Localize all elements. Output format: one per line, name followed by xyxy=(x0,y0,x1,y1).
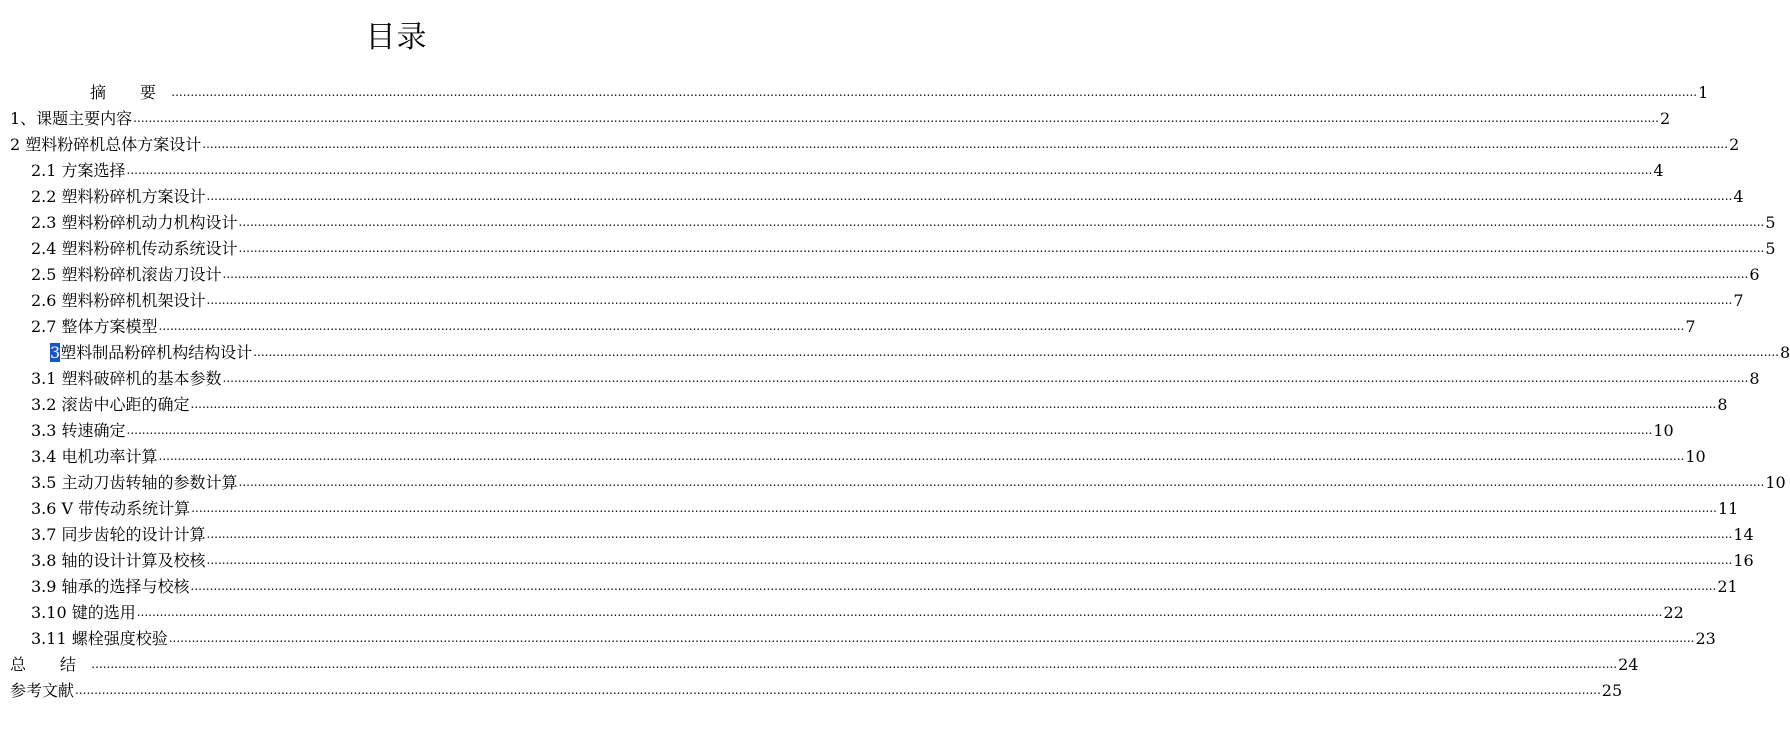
dot-leader: ................................................................................................................................................................................................................................................................................................................................................................................................................ xyxy=(168,631,1695,645)
toc-entry-label xyxy=(31,368,222,390)
toc-entry[interactable] xyxy=(0,624,1716,650)
dot-leader: ................................................................................................................................................................................................................................................................................................................................................................................................................ xyxy=(222,267,1749,281)
toc-page-number: 10 xyxy=(1685,447,1706,466)
toc-entry-label xyxy=(50,342,252,364)
toc-entry[interactable] xyxy=(0,104,1671,130)
toc-entry[interactable] xyxy=(0,260,1760,286)
toc-entry[interactable] xyxy=(0,364,1760,390)
toc-entry[interactable] xyxy=(0,130,1740,156)
dot-leader: ................................................................................................................................................................................................................................................................................................................................................................................................................ xyxy=(133,111,1659,125)
toc-entry-label xyxy=(10,108,132,130)
toc-entry-text: 3.7 同步齿轮的设计计算 xyxy=(31,525,206,544)
toc-entry-text: 2 塑料粉碎机总体方案设计 xyxy=(10,135,202,154)
toc-page-number: 8 xyxy=(1749,369,1760,388)
toc-entry[interactable] xyxy=(0,234,1776,260)
toc-page-number: 21 xyxy=(1717,577,1738,596)
toc-entry[interactable] xyxy=(0,676,1623,702)
dot-leader: ................................................................................................................................................................................................................................................................................................................................................................................................................ xyxy=(238,241,1765,255)
dot-leader: ................................................................................................................................................................................................................................................................................................................................................................................................................ xyxy=(206,527,1733,541)
dot-leader: ................................................................................................................................................................................................................................................................................................................................................................................................................ xyxy=(75,683,1601,697)
dot-leader: ................................................................................................................................................................................................................................................................................................................................................................................................................ xyxy=(158,449,1685,463)
toc-page-number: 5 xyxy=(1765,213,1776,232)
toc-entry-text: 1、课题主要内容 xyxy=(10,109,133,128)
toc-entry-text: 3.11 螺栓强度校验 xyxy=(31,629,168,648)
page-title: 目录 xyxy=(365,20,428,55)
toc-entry-label xyxy=(31,576,190,598)
toc-entry-text: 摘 要 xyxy=(90,83,171,102)
toc-entry-label xyxy=(90,82,170,104)
toc-entry-text: 3.4 电机功率计算 xyxy=(31,447,158,466)
toc-entry-label xyxy=(31,238,238,260)
toc-entry-text: 3.3 转速确定 xyxy=(31,421,126,440)
toc-entry-label xyxy=(31,602,136,624)
toc-entry[interactable] xyxy=(0,156,1664,182)
toc-entry-text: 2.5 塑料粉碎机滚齿刀设计 xyxy=(31,265,222,284)
toc-entry[interactable] xyxy=(0,546,1754,572)
dot-leader: ................................................................................................................................................................................................................................................................................................................................................................................................................ xyxy=(206,553,1733,567)
toc-entry-text: 2.7 整体方案模型 xyxy=(31,317,158,336)
toc-entry[interactable] xyxy=(0,442,1706,468)
dot-leader: ................................................................................................................................................................................................................................................................................................................................................................................................................ xyxy=(190,397,1717,411)
toc-entry-text: 3.8 轴的设计计算及校核 xyxy=(31,551,206,570)
toc-page-number: 4 xyxy=(1733,187,1744,206)
toc-entry-label xyxy=(31,446,158,468)
toc-entry[interactable] xyxy=(0,598,1684,624)
toc-entry-text: 3.5 主动刀齿转轴的参数计算 xyxy=(31,473,238,492)
dot-leader: ................................................................................................................................................................................................................................................................................................................................................................................................................ xyxy=(126,423,1653,437)
toc-entry-text: 参考文献 xyxy=(10,681,75,700)
toc-entry[interactable] xyxy=(0,494,1739,520)
toc-entry-text: 塑料制品粉碎机构结构设计 xyxy=(60,343,253,362)
toc-entry[interactable] xyxy=(0,572,1738,598)
toc-page-number: 2 xyxy=(1729,135,1740,154)
toc-entry-label xyxy=(31,550,206,572)
toc-page-number: 8 xyxy=(1717,395,1728,414)
toc-page-number: 10 xyxy=(1765,473,1786,492)
toc-page-number: 8 xyxy=(1779,343,1790,362)
toc-entry-label xyxy=(31,498,190,520)
dot-leader: ................................................................................................................................................................................................................................................................................................................................................................................................................ xyxy=(222,371,1749,385)
toc-entry[interactable] xyxy=(0,182,1744,208)
toc-entry-text: 3.6 V 带传动系统计算 xyxy=(31,499,191,518)
toc-entry-label xyxy=(31,290,206,312)
toc-entry[interactable] xyxy=(0,286,1744,312)
dot-leader: ................................................................................................................................................................................................................................................................................................................................................................................................................ xyxy=(253,345,1779,359)
toc-page-number: 10 xyxy=(1653,421,1674,440)
toc-page-number: 7 xyxy=(1685,317,1696,336)
dot-leader: ................................................................................................................................................................................................................................................................................................................................................................................................................ xyxy=(202,137,1729,151)
toc-entry-label xyxy=(31,212,238,234)
toc-entry-label xyxy=(31,264,222,286)
toc-entry-text: 2.1 方案选择 xyxy=(31,161,126,180)
toc-page-number: 22 xyxy=(1663,603,1684,622)
dot-leader: ................................................................................................................................................................................................................................................................................................................................................................................................................ xyxy=(136,605,1663,619)
toc-entry[interactable] xyxy=(0,312,1696,338)
toc-entry-label xyxy=(31,472,238,494)
toc-entry-text: 2.6 塑料粉碎机机架设计 xyxy=(31,291,206,310)
dot-leader: ................................................................................................................................................................................................................................................................................................................................................................................................................ xyxy=(171,85,1698,99)
dot-leader: ................................................................................................................................................................................................................................................................................................................................................................................................................ xyxy=(238,475,1765,489)
toc-entry[interactable] xyxy=(0,78,1709,104)
toc-page-number: 24 xyxy=(1618,655,1639,674)
toc-entry-label xyxy=(31,160,126,182)
toc-page-number: 2 xyxy=(1659,109,1671,128)
toc-entry-label xyxy=(31,316,158,338)
toc-page-number: 6 xyxy=(1749,265,1760,284)
toc-entry-label xyxy=(31,628,168,650)
toc-entry-text: 2.4 塑料粉碎机传动系统设计 xyxy=(31,239,238,258)
dot-leader: ................................................................................................................................................................................................................................................................................................................................................................................................................ xyxy=(91,657,1618,671)
toc-entry[interactable] xyxy=(0,208,1776,234)
dot-leader: ................................................................................................................................................................................................................................................................................................................................................................................................................ xyxy=(126,163,1653,177)
toc-entry-text: 2.3 塑料粉碎机动力机构设计 xyxy=(31,213,238,232)
dot-leader: ................................................................................................................................................................................................................................................................................................................................................................................................................ xyxy=(206,189,1733,203)
toc-entry-text: 3.1 塑料破碎机的基本参数 xyxy=(31,369,222,388)
toc-entry-label xyxy=(10,654,90,676)
toc-page-number: 5 xyxy=(1765,239,1776,258)
dot-leader: ................................................................................................................................................................................................................................................................................................................................................................................................................ xyxy=(191,501,1717,515)
toc-page-number: 4 xyxy=(1653,161,1664,180)
toc-entry-text: 总 结 xyxy=(10,655,91,674)
toc-entry[interactable] xyxy=(0,468,1786,494)
toc-entry-label xyxy=(31,524,206,546)
toc-entry-text: 3.9 轴承的选择与校核 xyxy=(31,577,190,596)
toc-entry[interactable] xyxy=(0,520,1754,546)
toc-page-number: 1 xyxy=(1698,83,1709,102)
toc-entry[interactable] xyxy=(0,416,1674,442)
toc-entry[interactable] xyxy=(0,390,1728,416)
toc-page-number: 11 xyxy=(1717,499,1739,518)
toc-entry[interactable] xyxy=(0,650,1639,676)
table-of-contents xyxy=(0,78,1790,702)
toc-entry-label xyxy=(31,394,190,416)
toc-entry-label xyxy=(31,186,206,208)
toc-entry-text: 2.2 塑料粉碎机方案设计 xyxy=(31,187,206,206)
toc-entry[interactable] xyxy=(0,338,1790,364)
toc-page-number: 7 xyxy=(1733,291,1744,310)
toc-entry-text: 3.2 滚齿中心距的确定 xyxy=(31,395,190,414)
toc-page-number: 16 xyxy=(1733,551,1754,570)
toc-entry-label xyxy=(31,420,126,442)
toc-entry-text: 3.10 键的选用 xyxy=(31,603,136,622)
toc-page-number: 25 xyxy=(1601,681,1623,700)
dot-leader: ................................................................................................................................................................................................................................................................................................................................................................................................................ xyxy=(206,293,1733,307)
selected-text-highlight: 3 xyxy=(50,343,61,362)
toc-entry-label xyxy=(10,680,74,702)
dot-leader: ................................................................................................................................................................................................................................................................................................................................................................................................................ xyxy=(190,579,1717,593)
toc-page-number: 23 xyxy=(1695,629,1716,648)
toc-entry-label xyxy=(10,134,201,156)
dot-leader: ................................................................................................................................................................................................................................................................................................................................................................................................................ xyxy=(238,215,1765,229)
toc-page-number: 14 xyxy=(1733,525,1754,544)
dot-leader: ................................................................................................................................................................................................................................................................................................................................................................................................................ xyxy=(158,319,1685,333)
